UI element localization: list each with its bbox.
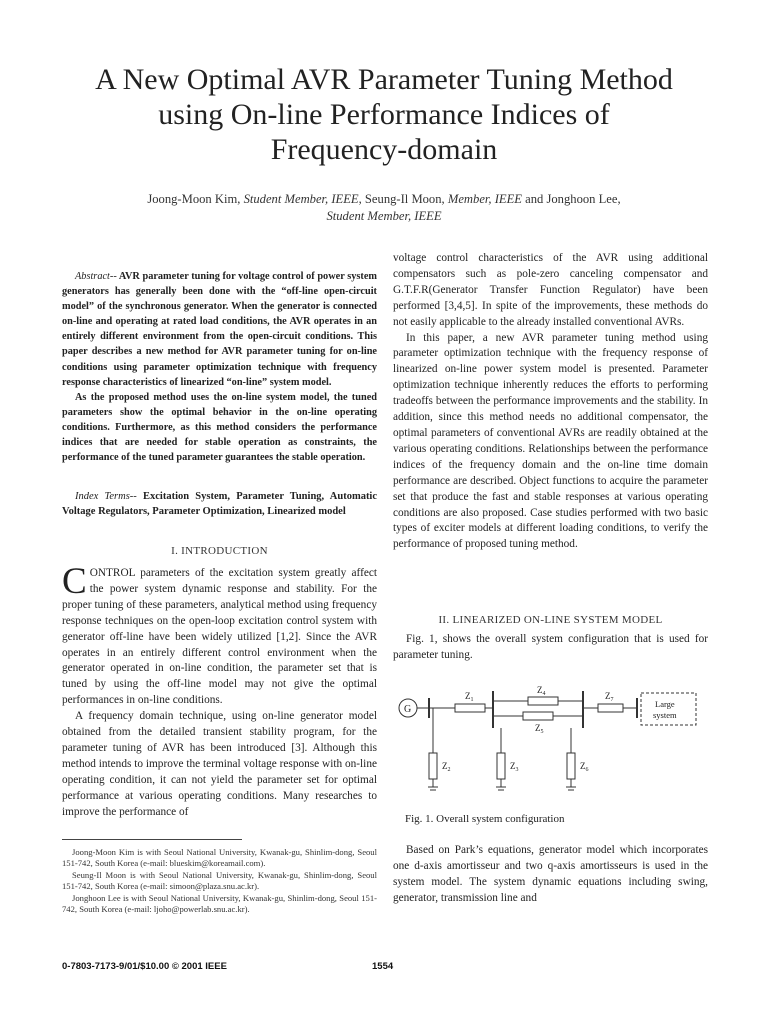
generator-label: G (404, 704, 412, 715)
introduction-body (62, 561, 377, 821)
right-column-bottom-text (393, 843, 708, 907)
impedance-z1 (455, 704, 485, 712)
title-line-3: Frequency-domain (270, 133, 498, 166)
z6-label: $Z_6$ (580, 761, 589, 773)
figure-1-system-diagram (393, 683, 713, 795)
footnotes (62, 847, 377, 915)
z5-label: $Z_5$ (535, 723, 544, 735)
intro-paragraph-2: A frequency domain technique, using on-line generator model obtained from the detailed transient stability program, for the parameter tuning of AVR has been introduced [3]. Although this method intends to improve the terminal voltage response with on-line operating condition, it can not yield the parameter set for optimal performance at various operating conditions. Many researches to improve the performance of (62, 710, 377, 818)
paper-title (40, 62, 728, 167)
impedance-z4 (528, 697, 558, 705)
impedance-z3 (497, 753, 505, 779)
author-name-3: Jonghoon Lee, (546, 192, 621, 206)
large-system-box (641, 693, 696, 725)
abstract-text-1: AVR parameter tuning for voltage control of power system generators has generally been done with the “off-line open-circuit model” of the synchronous generator. When the generator is connected on-line and operating at rated load conditions, the AVR operates in an entirely different environment from the open-circuit conditions. This paper describes a new method for AVR parameter tuning for on-line conditions using parameter optimization technique with frequency response characteristics of linearized “on-line” system model. (62, 271, 377, 388)
author-affiliation-1: Student Member, IEEE (243, 192, 359, 206)
impedance-z6 (567, 753, 575, 779)
right-bottom-paragraph: Based on Park’s equations, generator model which incorporates one d-axis amortisseur and two q-axis amortisseurs is used in the system model. The system dynamic equations including swing, generator, transmission line and (393, 844, 708, 904)
footnote-3: Jonghoon Lee is with Seoul National University, Kwanak-gu, Shinlim-dong, Seoul 151-742, South Korea (e-mail: ljoho@powerlab.snu.ac.kr). (62, 892, 377, 915)
z7-label: $Z_7$ (605, 691, 614, 703)
drop-cap: C (62, 561, 87, 602)
section-heading-introduction: I. INTRODUCTION (171, 545, 268, 557)
author-name-1: Joong-Moon Kim, (147, 192, 241, 206)
intro-paragraph-1 (62, 561, 377, 709)
author-affiliation-2: Member, IEEE (447, 192, 522, 206)
title-line-1: A New Optimal AVR Parameter Tuning Method (95, 63, 673, 96)
author-conjunction: and (525, 192, 544, 206)
right-paragraph-1: voltage control characteristics of the AVR using additional compensators such as pole-zero canceling compensator and G.T.F.R(Generator Transfer Function Regulator) have been performed [3,4,5]. In spite of the improvements, these methods do not easily applicable to the already installed conventional AVRs. (393, 252, 708, 328)
intro-text-1: ONTROL parameters of the excitation system greatly affect the power system dynamic response and stability. For the proper tuning of these parameters, analytical method using frequency response techniques on the open-loop excitation control system with generator off-line have been widely utilized [1,2]. Since the AVR operates in an entirely different control environment when the generator operated in on-line condition, the parameter set that is tuned by using the off-line model may not give the optimal performances in on-line conditions. (62, 567, 377, 707)
footnote-2: Seung-Il Moon is with Seoul National University, Kwanak-gu, Shinlim-dong, Seoul 151-742, South Korea (e-mail: simoon@plaza.snu.ac.kr). (62, 869, 377, 892)
figure-1-caption: Fig. 1. Overall system configuration (405, 813, 565, 825)
impedance-z2 (429, 753, 437, 779)
title-line-2: using On-line Performance Indices of (158, 98, 610, 131)
section2-body (393, 632, 708, 664)
author-affiliation-3: Student Member, IEEE (326, 209, 442, 223)
large-system-label-1: Large (655, 699, 675, 709)
large-system-label-2: system (653, 710, 677, 720)
abstract-paragraph-2: As the proposed method uses the on-line system model, the tuned parameters show the optimal behavior in the on-line operating conditions. Furthermore, as this method considers the performance indices that are needed for stable operation as constraints, the performance of the tuned parameter guarantees the stable operation. (62, 391, 377, 464)
footnote-1: Joong-Moon Kim is with Seoul National University, Kwanak-gu, Shinlim-dong, Seoul 151-742, South Korea (e-mail: blueskim@koreamail.com). (62, 847, 377, 869)
z2-label: $Z_2$ (442, 761, 451, 773)
impedance-z5 (523, 712, 553, 720)
section2-paragraph-1: Fig. 1, shows the overall system configuration that is used for parameter tuning. (393, 633, 708, 661)
abstract-lead: Abstract-- (75, 271, 117, 282)
index-terms-lead: Index Terms-- (75, 491, 137, 502)
impedance-z7 (598, 704, 623, 712)
index-terms-paragraph (62, 489, 377, 519)
index-terms (62, 489, 377, 519)
z3-label: $Z_3$ (510, 761, 519, 773)
abstract-paragraph-1 (62, 269, 377, 390)
footnote-rule (62, 839, 242, 840)
right-paragraph-2: In this paper, a new AVR parameter tuning method using parameter optimization technique with the frequency response of linearized on-line power system model is presented. Parameter optimization technique inherently reduces the efforts to performing tradeoffs between the performance improvements and the stability. In addition, since this method needs no additional compensator, the optimal parameters of conventional AVRs are readily obtained at the various operating conditions. Relationships between the performance indices of the frequency domain and the on-line time domain performance are described. Object functions to acquire the parameter set that produce the fast and stable responses at various operating conditions are also proposed. Case studies performed with two basic types of exciter models at different loading conditions, to verify the performance of proposed tuning method. (393, 331, 708, 551)
author-block: Joong-Moon Kim, Student Member, IEEE, Seung-Il Moon, Member, IEEE and Jonghoon Lee, Student Member, IEEE (147, 192, 621, 223)
author-name-2: Seung-Il Moon, (364, 192, 445, 206)
footer-isbn: 0-7803-7173-9/01/$10.00 © 2001 IEEE (62, 961, 227, 972)
z4-label: $Z_4$ (537, 685, 546, 697)
abstract (62, 269, 377, 465)
z1-label: $Z_1$ (465, 691, 474, 703)
right-column-text (393, 251, 708, 553)
section-heading-linearized-model: II. LINEARIZED ON-LINE SYSTEM MODEL (438, 614, 663, 626)
footer-page-number: 1554 (372, 961, 394, 972)
index-terms-text: Excitation System, Parameter Tuning, Automatic Voltage Regulators, Parameter Optimization, Linearized model (62, 491, 378, 517)
